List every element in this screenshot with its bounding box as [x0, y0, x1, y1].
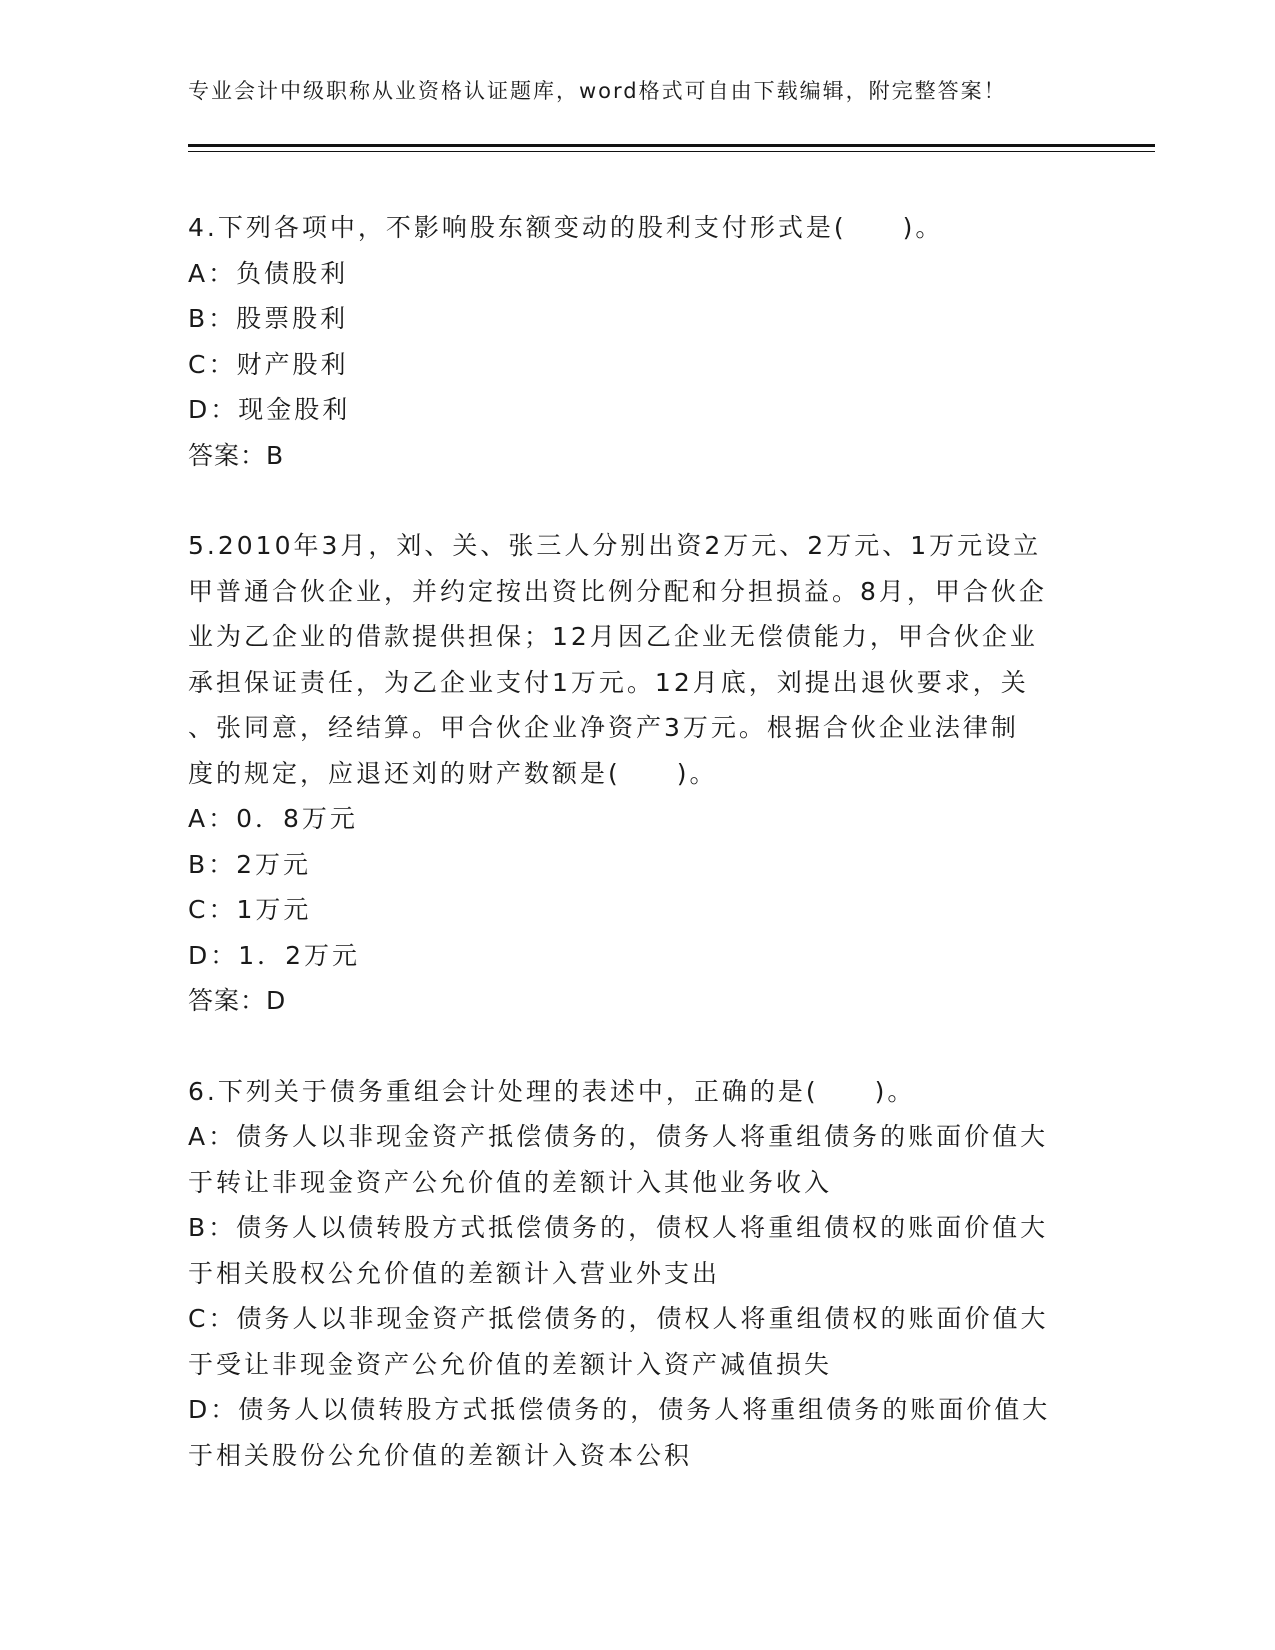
option-b-line-1: B：债务人以债转股方式抵偿债务的，债权人将重组债权的账面价值大 [188, 1213, 1049, 1242]
option-a-line-2: 于转让非现金资产公允价值的差额计入其他业务收入 [188, 1167, 833, 1197]
option-b-line-2: 于相关股权公允价值的差额计入营业外支出 [188, 1258, 721, 1288]
question-spacer [188, 478, 1088, 523]
option-d: D：1．2万元 [188, 940, 361, 970]
answer-line: 答案：D [188, 986, 287, 1015]
header-rule-thick [188, 144, 1155, 147]
question-stem-line-2: 甲普通合伙企业，并约定按出资比例分配和分担损益。8月，甲合伙企 [188, 576, 1047, 606]
answer-line: 答案：B [188, 440, 285, 470]
option-d: D：现金股利 [188, 395, 351, 424]
page-header: 专业会计中级职称从业资格认证题库，word格式可自由下载编辑，附完整答案！ [188, 79, 1007, 103]
option-b: B：股票股利 [188, 304, 349, 333]
question-stem-line-5: 、张同意，经结算。甲合伙企业净资产3万元。根据合伙企业法律制 [188, 713, 1019, 742]
question-stem-line-3: 业为乙企业的借款提供担保；12月因乙企业无偿债能力，甲合伙企业 [188, 622, 1038, 651]
option-d-line-2: 于相关股份公允价值的差额计入资本公积 [188, 1440, 693, 1470]
question-stem-line-4: 承担保证责任，为乙企业支付1万元。12月底，刘提出退伙要求，关 [188, 667, 1029, 697]
option-b: B：2万元 [188, 849, 312, 879]
option-c-line-2: 于受让非现金资产公允价值的差额计入资产减值损失 [188, 1349, 833, 1379]
question-list [188, 205, 1088, 1478]
option-c-line-1: C：债务人以非现金资产抵偿债务的，债权人将重组债权的账面价值大 [188, 1304, 1049, 1333]
question-4 [188, 205, 1088, 478]
option-c: C：财产股利 [188, 349, 349, 379]
question-stem-line-6: 度的规定，应退还刘的财产数额是( )。 [188, 758, 718, 788]
option-c: C：1万元 [188, 895, 312, 924]
option-a-line-1: A：债务人以非现金资产抵偿债务的，债务人将重组债务的账面价值大 [188, 1122, 1049, 1151]
question-spacer [188, 1024, 1088, 1069]
question-6 [188, 1069, 1088, 1479]
question-stem: 4.下列各项中，不影响股东额变动的股利支付形式是( )。 [188, 213, 944, 242]
option-a: A：0．8万元 [188, 804, 358, 833]
question-5 [188, 523, 1088, 1024]
header-rule-thin [188, 151, 1155, 152]
question-stem: 6.下列关于债务重组会计处理的表述中，正确的是( )。 [188, 1076, 916, 1106]
option-a: A：负债股利 [188, 258, 349, 288]
question-stem-line-1: 5.2010年3月，刘、关、张三人分别出资2万元、2万元、1万元设立 [188, 531, 1042, 560]
option-d-line-1: D：债务人以债转股方式抵偿债务的，债务人将重组债务的账面价值大 [188, 1395, 1051, 1424]
